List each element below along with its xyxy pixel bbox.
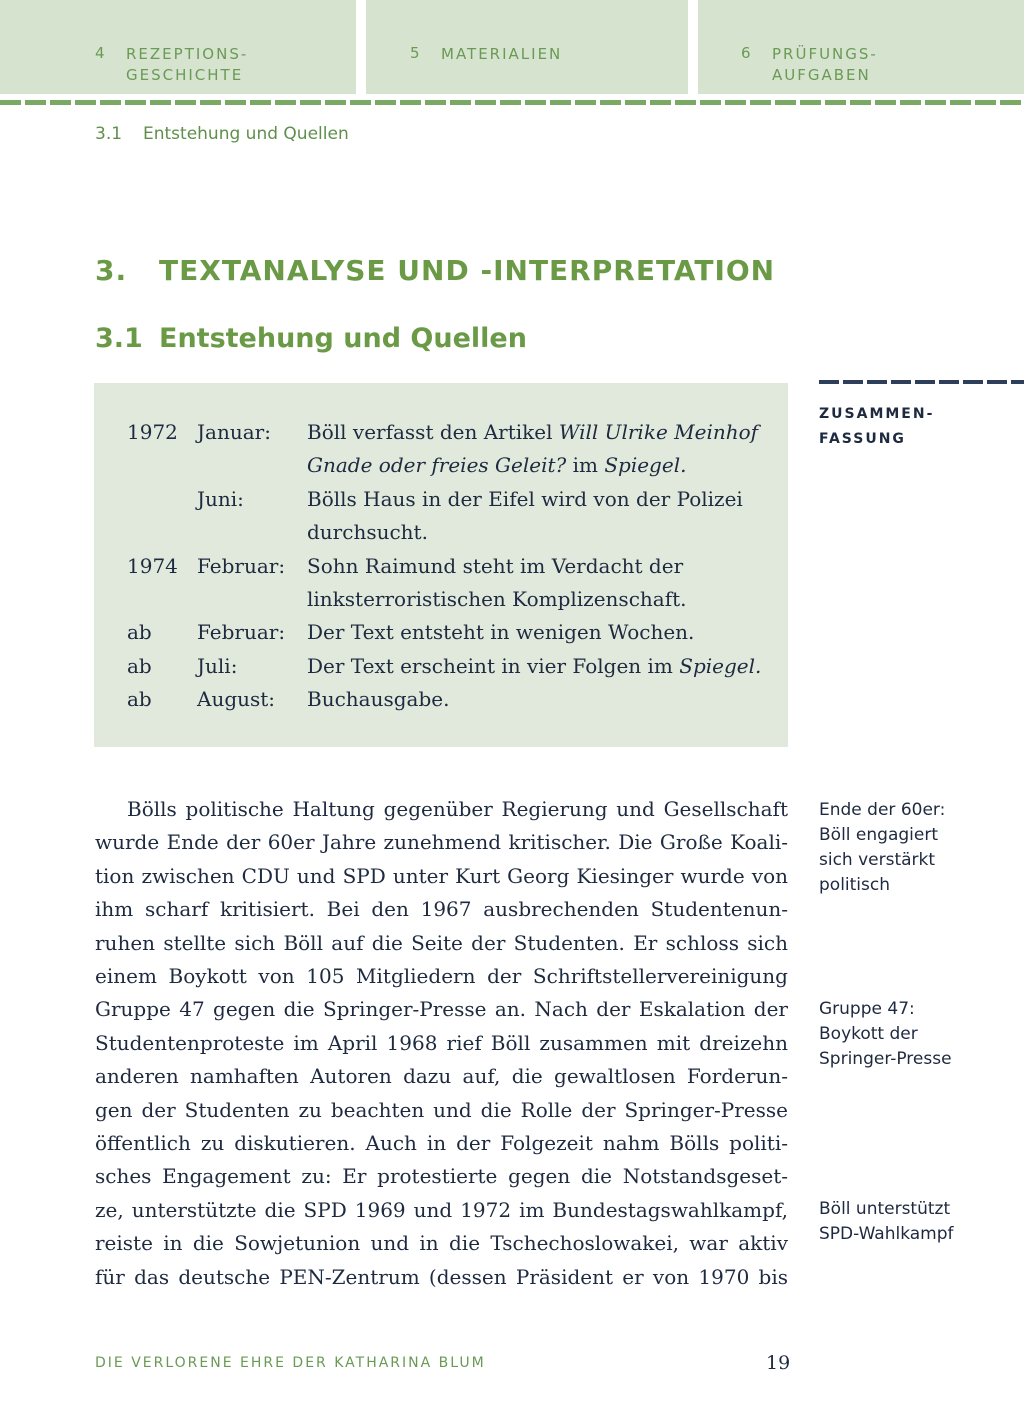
timeline-year: 1974 xyxy=(127,553,178,578)
timeline-year: ab xyxy=(127,687,152,712)
tab-label xyxy=(441,44,562,65)
tab-label-line: GESCHICHTE xyxy=(126,66,244,84)
body-line: ihm scharf kritisiert. Bei den 1967 ausbrechenden Studentenun- xyxy=(95,897,788,922)
margin-note-line: Böll engagiert xyxy=(819,825,938,845)
timeline-event-text: Spiegel. xyxy=(679,653,762,678)
tab-label xyxy=(772,44,878,86)
margin-note xyxy=(819,798,945,898)
footer-book-title: DIE VERLORENE EHRE DER KATHARINA BLUM xyxy=(95,1355,486,1371)
timeline-event-line xyxy=(307,654,761,678)
timeline-event-line xyxy=(307,587,687,611)
margin-note-line: Gruppe 47: xyxy=(819,999,915,1019)
running-head-title: Entstehung und Quellen xyxy=(143,124,349,144)
margin-note-line: Ende der 60er: xyxy=(819,800,946,820)
sidebar-dashed-rule xyxy=(819,380,1024,384)
body-line: reiste in die Sowjetunion und in die Tschechoslowakei, war aktiv xyxy=(95,1231,788,1256)
running-head-number: 3.1 xyxy=(95,124,123,144)
tab-label-line: MATERIALIEN xyxy=(441,45,563,63)
sidebar-label-line: ZUSAMMEN- xyxy=(819,406,935,422)
timeline-event-line xyxy=(307,687,449,711)
body-line: sches Engagement zu: Er protestierte gegen die Notstandsgeset- xyxy=(95,1164,788,1189)
sidebar-label xyxy=(819,402,934,452)
timeline-event-text: Buchausgabe. xyxy=(307,687,450,712)
margin-note xyxy=(819,997,952,1072)
running-head xyxy=(95,124,349,144)
timeline-event-text: Gnade oder freies Geleit? xyxy=(307,453,567,478)
timeline-year: ab xyxy=(127,653,152,678)
timeline-event-line xyxy=(307,554,683,578)
timeline-month: Juli: xyxy=(197,653,238,678)
section-title: Entstehung und Quellen xyxy=(159,323,527,354)
tab-label-line: REZEPTIONS- xyxy=(126,45,249,63)
tab-rezeptionsgeschichte[interactable] xyxy=(0,0,356,94)
body-line: Gruppe 47 gegen die Springer-Presse an. Nach der Eskalation der xyxy=(95,997,788,1022)
body-line: Studentenproteste im April 1968 rief Böll zusammen mit dreizehn xyxy=(95,1030,788,1055)
margin-note-line: Springer-Presse xyxy=(819,1049,952,1069)
timeline-event-text: Der Text erscheint in vier Folgen im xyxy=(307,653,680,678)
section-heading xyxy=(95,323,527,354)
timeline-month: August: xyxy=(197,687,276,712)
timeline-event-text: Sohn Raimund steht im Verdacht der xyxy=(307,553,684,578)
chapter-title: TEXTANALYSE UND -INTERPRETATION xyxy=(159,254,776,287)
section-number: 3.1 xyxy=(95,323,143,354)
tab-label-line: PRÜFUNGS- xyxy=(772,45,878,63)
header-dashed-rule xyxy=(0,100,1024,105)
sidebar-label-line: FASSUNG xyxy=(819,431,906,447)
body-line: tion zwischen CDU und SPD unter Kurt Georg Kiesinger wurde von xyxy=(95,863,788,888)
margin-note-line: politisch xyxy=(819,875,891,895)
timeline-year: 1972 xyxy=(127,420,178,444)
timeline-event-line xyxy=(307,453,686,477)
body-line: öffentlich zu diskutieren. Auch in der Folgezeit nahm Bölls politi- xyxy=(95,1131,788,1155)
timeline-event-text: durchsucht. xyxy=(307,520,428,545)
timeline-event-text: im xyxy=(566,453,605,478)
chapter-heading xyxy=(95,254,775,287)
body-line: für das deutsche PEN-Zentrum (dessen Präsident er von 1970 bis xyxy=(95,1264,788,1289)
tab-label-line: AUFGABEN xyxy=(772,66,871,84)
margin-note-line: sich verstärkt xyxy=(819,850,936,870)
body-line: ruhen stellte sich Böll auf die Seite der Studenten. Er schloss sich xyxy=(95,930,788,955)
timeline-event-line xyxy=(307,420,758,444)
timeline-month: Juni: xyxy=(197,486,244,511)
page-number: 19 xyxy=(766,1352,791,1374)
body-line: gen der Studenten zu beachten und die Rolle der Springer-Presse xyxy=(95,1097,788,1122)
timeline-event-text: Bölls Haus in der Eifel wird von der Polizei xyxy=(307,486,743,511)
timeline-event-text: linksterroristischen Komplizenschaft. xyxy=(307,587,687,611)
timeline-event-line xyxy=(307,520,428,544)
body-line: anderen namhaften Autoren dazu auf, die gewaltlosen Forderun- xyxy=(95,1064,788,1089)
margin-note-line: SPD-Wahlkampf xyxy=(819,1224,954,1244)
tab-pruefungsaufgaben[interactable] xyxy=(698,0,1024,94)
timeline-month: Februar: xyxy=(197,553,286,578)
tab-number: 5 xyxy=(410,44,422,62)
timeline-event-text: Der Text entsteht in wenigen Wochen. xyxy=(307,620,695,645)
tab-number: 6 xyxy=(741,44,753,62)
margin-note-line: Boykott der xyxy=(819,1024,918,1044)
body-line: wurde Ende der 60er Jahre zunehmend kritischer. Die Große Koali- xyxy=(95,830,788,855)
timeline-event-text: Spiegel. xyxy=(604,453,687,478)
body-line: einem Boykott von 105 Mitgliedern der Schriftstellervereinigung xyxy=(95,964,788,988)
chapter-number: 3. xyxy=(95,254,128,287)
tab-materialien[interactable] xyxy=(366,0,688,94)
body-line: ze, unterstützte die SPD 1969 und 1972 im Bundestagswahlkampf, xyxy=(95,1197,788,1222)
timeline-month: Februar: xyxy=(197,620,286,645)
timeline-event-text: Will Ulrike Meinhof xyxy=(558,420,759,444)
timeline-event-text: Böll verfasst den Artikel xyxy=(307,420,559,444)
timeline-event-line xyxy=(307,487,743,511)
timeline-year: ab xyxy=(127,620,152,645)
body-line: Bölls politische Haltung gegenüber Regierung und Gesellschaft xyxy=(127,797,788,821)
margin-note xyxy=(819,1197,954,1247)
timeline-event-line xyxy=(307,620,694,644)
tab-number: 4 xyxy=(95,44,107,62)
tab-label xyxy=(126,44,248,86)
chapter-tabs xyxy=(0,0,1024,96)
timeline-month: Januar: xyxy=(197,420,271,444)
margin-note-line: Böll unterstützt xyxy=(819,1199,951,1219)
